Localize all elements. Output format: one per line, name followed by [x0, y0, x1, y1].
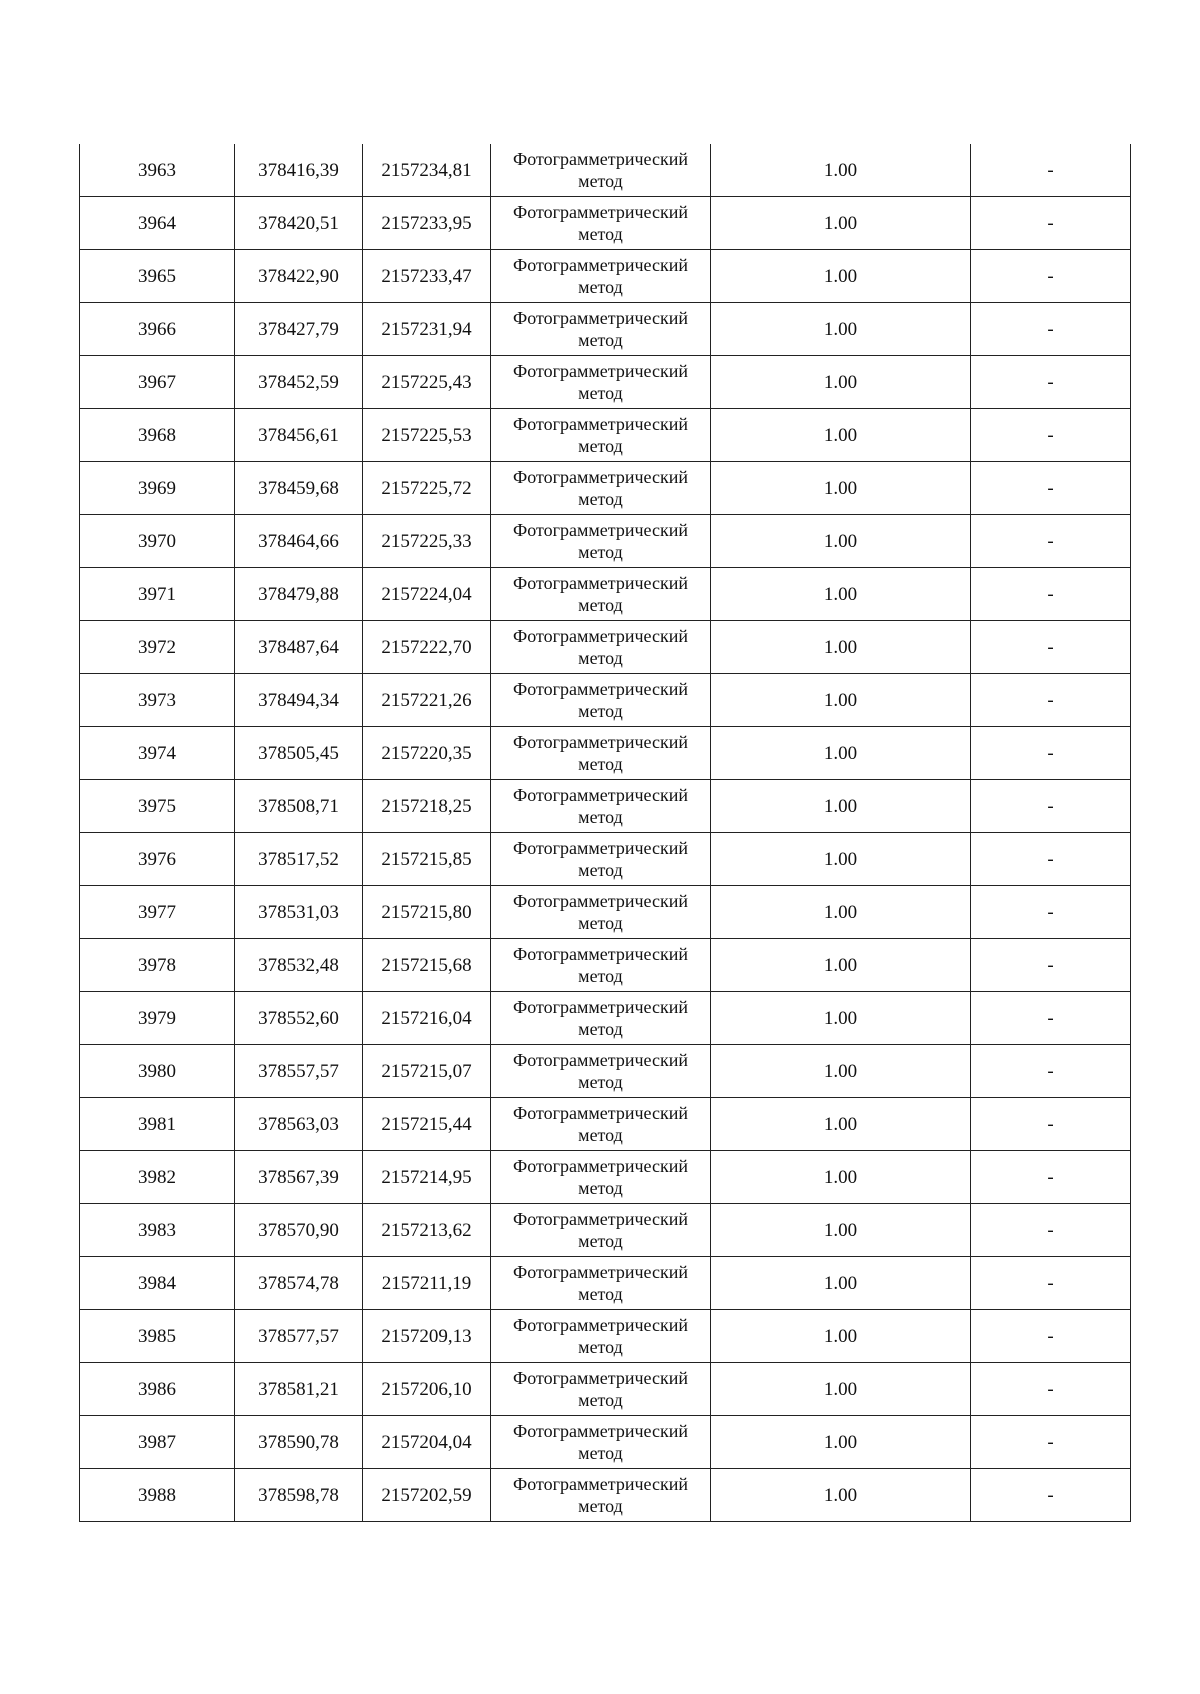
y-coordinate-cell: 2157220,35 — [363, 727, 491, 780]
y-coordinate-cell: 2157218,25 — [363, 780, 491, 833]
y-coordinate-cell: 2157204,04 — [363, 1416, 491, 1469]
accuracy-cell: 1.00 — [711, 992, 971, 1045]
table-row — [80, 1257, 1131, 1310]
note-cell: - — [971, 303, 1131, 356]
x-coordinate-cell: 378479,88 — [235, 568, 363, 621]
table-row — [80, 674, 1131, 727]
method-cell — [491, 515, 711, 568]
y-coordinate-cell: 2157225,43 — [363, 356, 491, 409]
point-number-cell: 3964 — [80, 197, 235, 250]
method-text-line: Фотограмметрический — [513, 202, 688, 222]
accuracy-cell: 1.00 — [711, 1257, 971, 1310]
y-coordinate-cell: 2157209,13 — [363, 1310, 491, 1363]
note-cell: - — [971, 1416, 1131, 1469]
y-coordinate-cell: 2157202,59 — [363, 1469, 491, 1522]
y-coordinate-cell: 2157225,53 — [363, 409, 491, 462]
method-cell — [491, 833, 711, 886]
method-cell — [491, 886, 711, 939]
y-coordinate-cell: 2157221,26 — [363, 674, 491, 727]
note-cell: - — [971, 621, 1131, 674]
point-number-cell: 3987 — [80, 1416, 235, 1469]
method-cell — [491, 992, 711, 1045]
table-row — [80, 1045, 1131, 1098]
note-cell: - — [971, 515, 1131, 568]
x-coordinate-cell: 378574,78 — [235, 1257, 363, 1310]
x-coordinate-cell: 378570,90 — [235, 1204, 363, 1257]
y-coordinate-cell: 2157233,95 — [363, 197, 491, 250]
x-coordinate-cell: 378452,59 — [235, 356, 363, 409]
table-row — [80, 1416, 1131, 1469]
accuracy-cell: 1.00 — [711, 1416, 971, 1469]
x-coordinate-cell: 378581,21 — [235, 1363, 363, 1416]
table-row — [80, 515, 1131, 568]
method-text-line: метод — [578, 595, 623, 615]
note-cell: - — [971, 939, 1131, 992]
table-row — [80, 250, 1131, 303]
y-coordinate-cell: 2157225,33 — [363, 515, 491, 568]
method-text-line: метод — [578, 277, 623, 297]
method-cell — [491, 621, 711, 674]
method-text-line: Фотограмметрический — [513, 414, 688, 434]
accuracy-cell: 1.00 — [711, 1098, 971, 1151]
method-text-line: метод — [578, 1496, 623, 1516]
y-coordinate-cell: 2157214,95 — [363, 1151, 491, 1204]
point-number-cell: 3967 — [80, 356, 235, 409]
method-text-line: метод — [578, 171, 623, 191]
accuracy-cell: 1.00 — [711, 1204, 971, 1257]
table-row — [80, 780, 1131, 833]
x-coordinate-cell: 378531,03 — [235, 886, 363, 939]
point-number-cell: 3975 — [80, 780, 235, 833]
method-cell — [491, 197, 711, 250]
y-coordinate-cell: 2157206,10 — [363, 1363, 491, 1416]
point-number-cell: 3981 — [80, 1098, 235, 1151]
note-cell: - — [971, 886, 1131, 939]
accuracy-cell: 1.00 — [711, 462, 971, 515]
y-coordinate-cell: 2157215,80 — [363, 886, 491, 939]
y-coordinate-cell: 2157216,04 — [363, 992, 491, 1045]
method-text-line: метод — [578, 1284, 623, 1304]
point-number-cell: 3974 — [80, 727, 235, 780]
accuracy-cell: 1.00 — [711, 250, 971, 303]
x-coordinate-cell: 378494,34 — [235, 674, 363, 727]
point-number-cell: 3966 — [80, 303, 235, 356]
y-coordinate-cell: 2157225,72 — [363, 462, 491, 515]
method-text-line: Фотограмметрический — [513, 520, 688, 540]
note-cell: - — [971, 780, 1131, 833]
table-row — [80, 833, 1131, 886]
table-row — [80, 1151, 1131, 1204]
y-coordinate-cell: 2157213,62 — [363, 1204, 491, 1257]
method-cell — [491, 1204, 711, 1257]
method-text-line: Фотограмметрический — [513, 1050, 688, 1070]
point-number-cell: 3976 — [80, 833, 235, 886]
table-row — [80, 1098, 1131, 1151]
note-cell: - — [971, 674, 1131, 727]
method-text-line: Фотограмметрический — [513, 467, 688, 487]
note-cell: - — [971, 197, 1131, 250]
table-row — [80, 621, 1131, 674]
accuracy-cell: 1.00 — [711, 1363, 971, 1416]
accuracy-cell: 1.00 — [711, 515, 971, 568]
method-text-line: Фотограмметрический — [513, 1262, 688, 1282]
method-text-line: метод — [578, 648, 623, 668]
x-coordinate-cell: 378567,39 — [235, 1151, 363, 1204]
method-text-line: Фотограмметрический — [513, 1421, 688, 1441]
table-row — [80, 1310, 1131, 1363]
note-cell: - — [971, 1363, 1131, 1416]
method-text-line: метод — [578, 1231, 623, 1251]
note-cell: - — [971, 1151, 1131, 1204]
note-cell: - — [971, 568, 1131, 621]
method-cell — [491, 1151, 711, 1204]
method-text-line: метод — [578, 1443, 623, 1463]
point-number-cell: 3978 — [80, 939, 235, 992]
table-row — [80, 409, 1131, 462]
method-cell — [491, 1363, 711, 1416]
y-coordinate-cell: 2157224,04 — [363, 568, 491, 621]
method-text-line: метод — [578, 913, 623, 933]
method-text-line: Фотограмметрический — [513, 361, 688, 381]
x-coordinate-cell: 378420,51 — [235, 197, 363, 250]
point-number-cell: 3972 — [80, 621, 235, 674]
method-text-line: метод — [578, 966, 623, 986]
table-row — [80, 886, 1131, 939]
method-cell — [491, 568, 711, 621]
method-text-line: Фотограмметрический — [513, 1103, 688, 1123]
method-text-line: Фотограмметрический — [513, 1156, 688, 1176]
accuracy-cell: 1.00 — [711, 1045, 971, 1098]
y-coordinate-cell: 2157215,85 — [363, 833, 491, 886]
y-coordinate-cell: 2157215,68 — [363, 939, 491, 992]
accuracy-cell: 1.00 — [711, 144, 971, 197]
x-coordinate-cell: 378517,52 — [235, 833, 363, 886]
table-row — [80, 992, 1131, 1045]
x-coordinate-cell: 378459,68 — [235, 462, 363, 515]
point-number-cell: 3970 — [80, 515, 235, 568]
note-cell: - — [971, 1045, 1131, 1098]
x-coordinate-cell: 378456,61 — [235, 409, 363, 462]
method-cell — [491, 250, 711, 303]
method-cell — [491, 1310, 711, 1363]
point-number-cell: 3984 — [80, 1257, 235, 1310]
method-text-line: метод — [578, 860, 623, 880]
point-number-cell: 3985 — [80, 1310, 235, 1363]
y-coordinate-cell: 2157222,70 — [363, 621, 491, 674]
accuracy-cell: 1.00 — [711, 674, 971, 727]
method-text-line: Фотограмметрический — [513, 1368, 688, 1388]
accuracy-cell: 1.00 — [711, 780, 971, 833]
coordinates-table — [79, 144, 1131, 1522]
point-number-cell: 3980 — [80, 1045, 235, 1098]
method-text-line: Фотограмметрический — [513, 255, 688, 275]
method-cell — [491, 462, 711, 515]
x-coordinate-cell: 378590,78 — [235, 1416, 363, 1469]
accuracy-cell: 1.00 — [711, 1151, 971, 1204]
x-coordinate-cell: 378505,45 — [235, 727, 363, 780]
note-cell: - — [971, 462, 1131, 515]
note-cell: - — [971, 1204, 1131, 1257]
method-cell — [491, 780, 711, 833]
note-cell: - — [971, 727, 1131, 780]
method-cell — [491, 1045, 711, 1098]
method-text-line: Фотограмметрический — [513, 679, 688, 699]
x-coordinate-cell: 378508,71 — [235, 780, 363, 833]
method-cell — [491, 939, 711, 992]
method-text-line: метод — [578, 1337, 623, 1357]
accuracy-cell: 1.00 — [711, 833, 971, 886]
accuracy-cell: 1.00 — [711, 1469, 971, 1522]
point-number-cell: 3983 — [80, 1204, 235, 1257]
point-number-cell: 3982 — [80, 1151, 235, 1204]
x-coordinate-cell: 378416,39 — [235, 144, 363, 197]
accuracy-cell: 1.00 — [711, 303, 971, 356]
x-coordinate-cell: 378422,90 — [235, 250, 363, 303]
table-row — [80, 727, 1131, 780]
method-text-line: метод — [578, 1125, 623, 1145]
method-text-line: Фотограмметрический — [513, 1474, 688, 1494]
method-text-line: Фотограмметрический — [513, 785, 688, 805]
note-cell: - — [971, 409, 1131, 462]
method-text-line: Фотограмметрический — [513, 1209, 688, 1229]
point-number-cell: 3988 — [80, 1469, 235, 1522]
note-cell: - — [971, 356, 1131, 409]
method-text-line: Фотограмметрический — [513, 1315, 688, 1335]
note-cell: - — [971, 250, 1131, 303]
table-row — [80, 144, 1131, 197]
accuracy-cell: 1.00 — [711, 409, 971, 462]
method-text-line: метод — [578, 489, 623, 509]
accuracy-cell: 1.00 — [711, 727, 971, 780]
accuracy-cell: 1.00 — [711, 1310, 971, 1363]
y-coordinate-cell: 2157231,94 — [363, 303, 491, 356]
accuracy-cell: 1.00 — [711, 621, 971, 674]
method-text-line: метод — [578, 1178, 623, 1198]
x-coordinate-cell: 378464,66 — [235, 515, 363, 568]
method-text-line: Фотограмметрический — [513, 838, 688, 858]
method-text-line: метод — [578, 754, 623, 774]
x-coordinate-cell: 378532,48 — [235, 939, 363, 992]
method-cell — [491, 303, 711, 356]
y-coordinate-cell: 2157233,47 — [363, 250, 491, 303]
x-coordinate-cell: 378563,03 — [235, 1098, 363, 1151]
method-text-line: Фотограмметрический — [513, 997, 688, 1017]
table-row — [80, 197, 1131, 250]
table-row — [80, 939, 1131, 992]
accuracy-cell: 1.00 — [711, 886, 971, 939]
y-coordinate-cell: 2157234,81 — [363, 144, 491, 197]
y-coordinate-cell: 2157215,07 — [363, 1045, 491, 1098]
point-number-cell: 3965 — [80, 250, 235, 303]
note-cell: - — [971, 1469, 1131, 1522]
table-row — [80, 462, 1131, 515]
point-number-cell: 3968 — [80, 409, 235, 462]
x-coordinate-cell: 378427,79 — [235, 303, 363, 356]
note-cell: - — [971, 992, 1131, 1045]
table-row — [80, 1363, 1131, 1416]
x-coordinate-cell: 378577,57 — [235, 1310, 363, 1363]
method-text-line: Фотограмметрический — [513, 308, 688, 328]
method-text-line: метод — [578, 1072, 623, 1092]
method-text-line: Фотограмметрический — [513, 944, 688, 964]
method-text-line: метод — [578, 224, 623, 244]
note-cell: - — [971, 1257, 1131, 1310]
method-text-line: Фотограмметрический — [513, 626, 688, 646]
method-text-line: метод — [578, 330, 623, 350]
point-number-cell: 3963 — [80, 144, 235, 197]
y-coordinate-cell: 2157215,44 — [363, 1098, 491, 1151]
method-cell — [491, 356, 711, 409]
method-cell — [491, 674, 711, 727]
note-cell: - — [971, 1310, 1131, 1363]
method-cell — [491, 1098, 711, 1151]
method-text-line: метод — [578, 1390, 623, 1410]
point-number-cell: 3977 — [80, 886, 235, 939]
table-row — [80, 1204, 1131, 1257]
method-cell — [491, 1469, 711, 1522]
method-text-line: метод — [578, 1019, 623, 1039]
x-coordinate-cell: 378598,78 — [235, 1469, 363, 1522]
x-coordinate-cell: 378552,60 — [235, 992, 363, 1045]
method-text-line: метод — [578, 542, 623, 562]
table-row — [80, 356, 1131, 409]
method-text-line: метод — [578, 807, 623, 827]
y-coordinate-cell: 2157211,19 — [363, 1257, 491, 1310]
method-text-line: Фотограмметрический — [513, 891, 688, 911]
point-number-cell: 3969 — [80, 462, 235, 515]
accuracy-cell: 1.00 — [711, 939, 971, 992]
method-cell — [491, 1257, 711, 1310]
table-row — [80, 1469, 1131, 1522]
method-cell — [491, 1416, 711, 1469]
table-body — [80, 144, 1131, 1522]
note-cell: - — [971, 1098, 1131, 1151]
table-row — [80, 568, 1131, 621]
accuracy-cell: 1.00 — [711, 197, 971, 250]
table-row — [80, 303, 1131, 356]
method-text-line: метод — [578, 383, 623, 403]
method-text-line: Фотограмметрический — [513, 149, 688, 169]
method-text-line: метод — [578, 436, 623, 456]
note-cell: - — [971, 144, 1131, 197]
point-number-cell: 3971 — [80, 568, 235, 621]
x-coordinate-cell: 378487,64 — [235, 621, 363, 674]
method-cell — [491, 409, 711, 462]
method-cell — [491, 144, 711, 197]
accuracy-cell: 1.00 — [711, 568, 971, 621]
method-text-line: Фотограмметрический — [513, 732, 688, 752]
point-number-cell: 3986 — [80, 1363, 235, 1416]
accuracy-cell: 1.00 — [711, 356, 971, 409]
point-number-cell: 3979 — [80, 992, 235, 1045]
note-cell: - — [971, 833, 1131, 886]
method-text-line: Фотограмметрический — [513, 573, 688, 593]
method-cell — [491, 727, 711, 780]
method-text-line: метод — [578, 701, 623, 721]
x-coordinate-cell: 378557,57 — [235, 1045, 363, 1098]
point-number-cell: 3973 — [80, 674, 235, 727]
